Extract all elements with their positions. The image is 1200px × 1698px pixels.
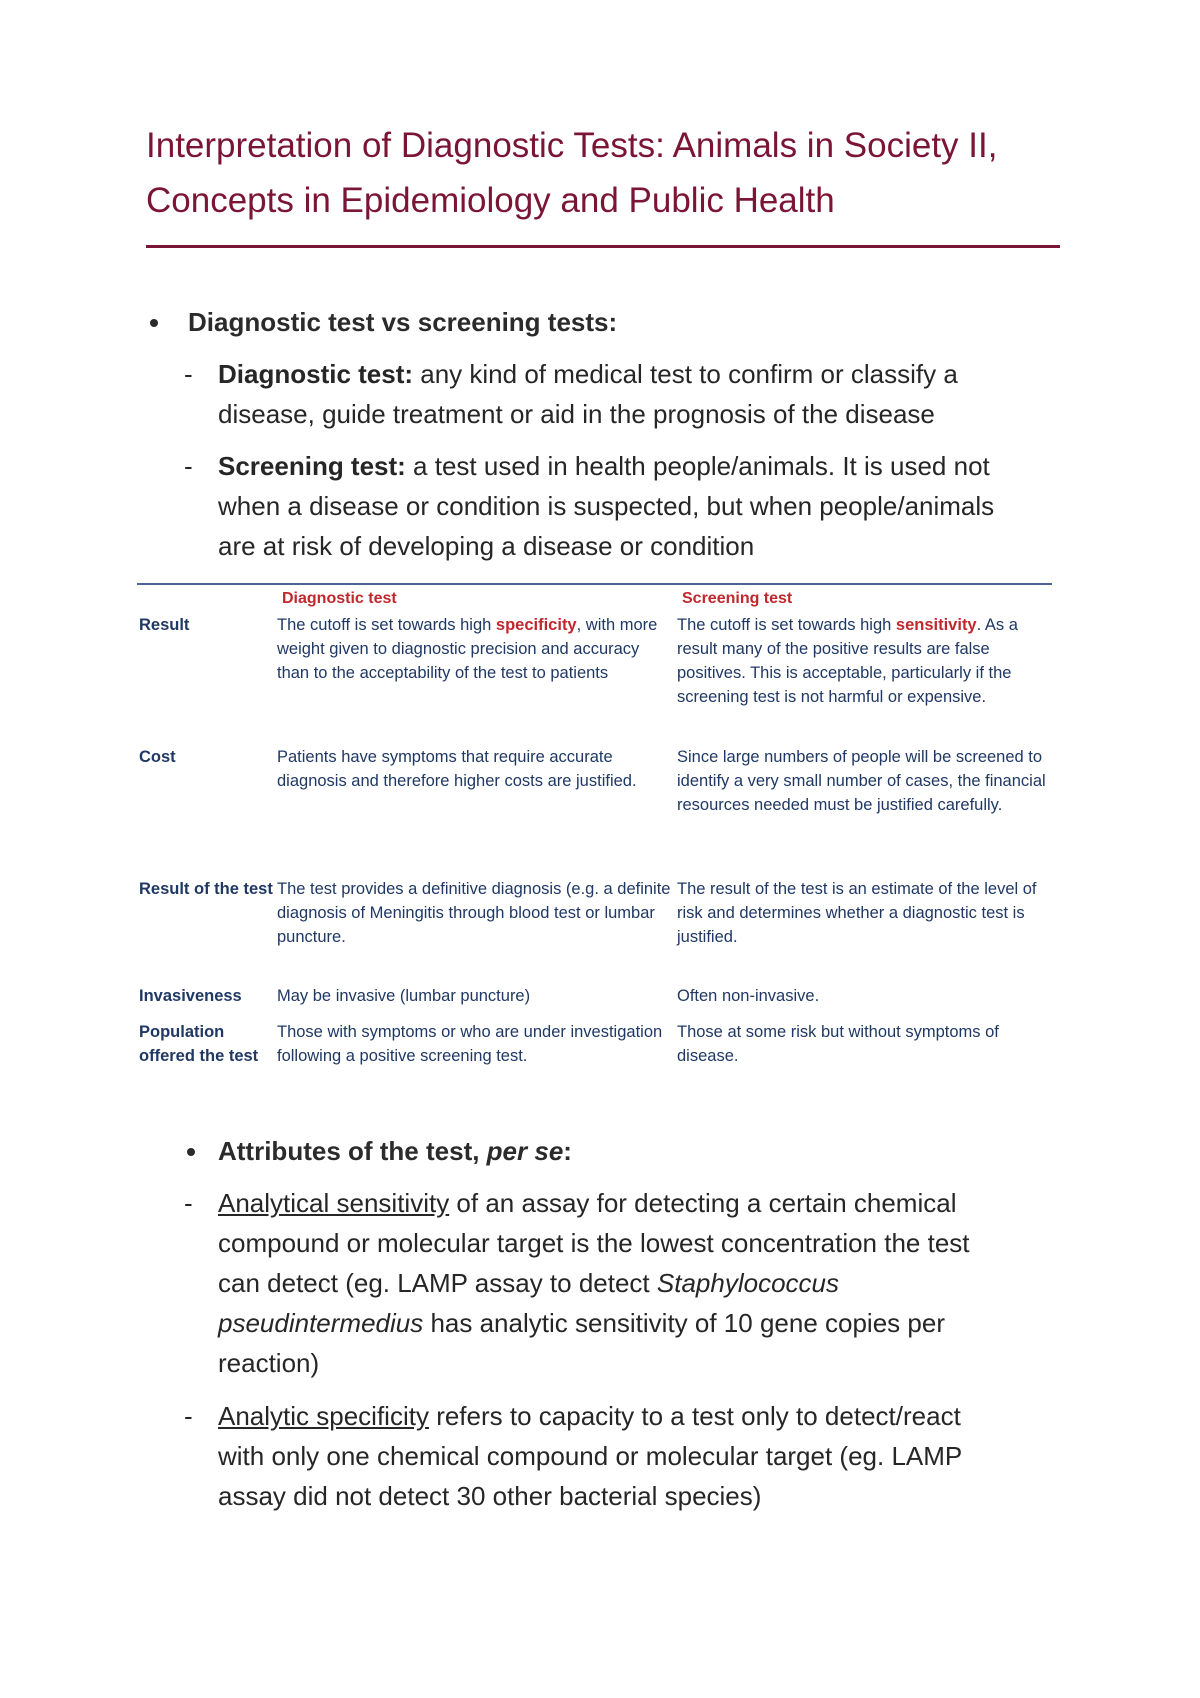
cell-text: The cutoff is set towards high (277, 616, 496, 634)
dash-marker: - (184, 1401, 193, 1431)
page-title (146, 118, 1076, 228)
row-label-population: Population offered the test (139, 1023, 259, 1065)
cell-text: The cutoff is set towards high (677, 616, 896, 634)
item-text: assay did not detect 30 other bacterial species) (218, 1481, 762, 1511)
title-line-1: Interpretation of Diagnostic Tests: Animals in Society II, (146, 126, 998, 165)
dash-marker: - (184, 1188, 193, 1218)
term-analytical-sensitivity: Analytical sensitivity (218, 1188, 450, 1218)
column-header-screening: Screening test (682, 590, 793, 607)
heading-text: Attributes of the test, (218, 1136, 487, 1166)
row-label-result-of-test: Result of the test (139, 880, 273, 898)
item-text: a test used in health people/animals. It is used not (405, 451, 990, 481)
item-text: disease, guide treatment or aid in the prognosis of the disease (218, 399, 935, 429)
table-cell: The test provides a definitive diagnosis (e.g. a definite diagnosis of Meningitis through blood test or lumbar puncture. (277, 880, 671, 946)
heading-text: : (563, 1136, 572, 1166)
highlight-sensitivity: sensitivity (895, 616, 977, 634)
item-text: can detect (eg. LAMP assay to detect (218, 1268, 657, 1298)
bullet-icon (187, 1148, 195, 1156)
item-text: are at risk of developing a disease or condition (218, 531, 755, 561)
species-name: Staphylococcus (656, 1268, 839, 1298)
row-label-invasiveness: Invasiveness (139, 987, 242, 1005)
item-text: of an assay for detecting a certain chemical (449, 1188, 957, 1218)
table-cell: Those with symptoms or who are under investigation following a positive screening test. (277, 1023, 663, 1065)
table-cell (677, 613, 1052, 709)
item-text: any kind of medical test to confirm or classify a (413, 359, 958, 389)
title-line-2: Concepts in Epidemiology and Public Health (146, 181, 835, 220)
list-item-analytic-specificity (184, 1396, 1084, 1516)
dash-marker: - (184, 451, 193, 481)
list-item-screening-test (184, 446, 1084, 566)
term-diagnostic-test: Diagnostic test: (218, 359, 414, 389)
highlight-specificity: specificity (495, 616, 577, 634)
table-cell: May be invasive (lumbar puncture) (277, 987, 531, 1005)
list-item-diagnostic-test (184, 354, 1084, 434)
item-text: with only one chemical compound or molecular target (eg. LAMP (218, 1441, 963, 1471)
item-text: compound or molecular target is the lowest concentration the test (218, 1228, 970, 1258)
species-name: pseudintermedius (218, 1308, 424, 1338)
table-cell: Often non-invasive. (677, 987, 820, 1005)
heading-italic: per se (486, 1136, 564, 1166)
table-cell: Patients have symptoms that require accurate diagnosis and therefore higher costs are justified. (277, 748, 637, 790)
table-cell: Those at some risk but without symptoms of disease. (677, 1023, 999, 1065)
table-top-rule (137, 583, 1052, 585)
term-analytic-specificity: Analytic specificity (218, 1401, 429, 1431)
row-label-cost: Cost (139, 748, 176, 766)
column-header-diagnostic: Diagnostic test (282, 590, 397, 607)
section1-heading: Diagnostic test vs screening tests: (188, 307, 618, 337)
item-text: when a disease or condition is suspected, but when people/animals (218, 491, 995, 521)
list-item-analytical-sensitivity (184, 1183, 1084, 1383)
row-label-result: Result (139, 616, 190, 634)
bullet-icon (150, 319, 158, 327)
item-text: refers to capacity to a test only to detect/react (428, 1401, 961, 1431)
table-cell (277, 613, 672, 685)
table-cell: Since large numbers of people will be screened to identify a very small number of cases, the financial resources needed must be justified carefully. (677, 748, 1046, 814)
term-screening-test: Screening test: (218, 451, 406, 481)
dash-marker: - (184, 359, 193, 389)
item-text: has analytic sensitivity of 10 gene copies per (423, 1308, 945, 1338)
title-divider (146, 245, 1060, 248)
cell-text: . As a result many of the positive results are false positives. This is acceptable, particularly if the screening test is not harmful or expensive. (677, 616, 1018, 706)
table-cell: The result of the test is an estimate of the level of risk and determines whether a diagnostic test is justified. (677, 880, 1037, 946)
section2-heading (218, 1131, 572, 1171)
item-text: reaction) (218, 1348, 320, 1378)
cell-text: , with more weight given to diagnostic precision and accuracy than to the acceptability of the test to patients (277, 616, 658, 682)
